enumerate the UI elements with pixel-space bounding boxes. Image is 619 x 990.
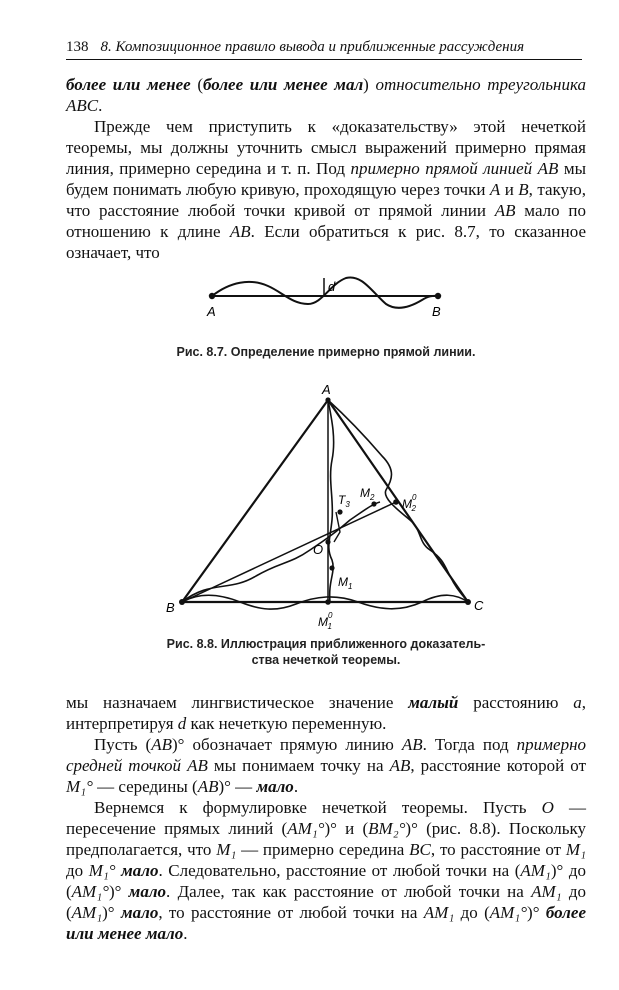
emph: O xyxy=(541,798,554,817)
point-a xyxy=(325,397,330,402)
label-m1-sub: 1 xyxy=(348,582,353,591)
label-m2o-sup: 0 xyxy=(412,493,417,502)
txt: . Если обратиться к рис. 8.7, то сказанное означает, что xyxy=(66,222,587,262)
label-t3-sub: 3 xyxy=(345,500,350,509)
txt: , такую, что расстояние любой точки кривой от прямой линии xyxy=(66,180,586,220)
figure-8-8 xyxy=(160,380,500,630)
label-d: d xyxy=(328,279,336,294)
point-b-dot xyxy=(435,293,441,299)
label-c: C xyxy=(474,598,484,613)
emph: примерно средней точкой AB xyxy=(66,735,586,775)
txt: )° до ( xyxy=(66,861,586,901)
emph: AM₁° xyxy=(489,903,528,922)
emph: BC xyxy=(409,840,431,859)
emph: более или менее xyxy=(66,75,191,94)
emph: AM₁° xyxy=(287,819,325,838)
emph: мало xyxy=(121,861,159,880)
emph: AB xyxy=(401,735,423,754)
label-m1o-sub: 1 xyxy=(327,622,332,630)
label-t3 xyxy=(338,493,350,509)
label-m2-main: M xyxy=(360,486,370,500)
emph: M₁ xyxy=(216,840,237,859)
emph: AB xyxy=(494,201,516,220)
txt: как нечеткую переменную. xyxy=(186,714,387,733)
segment-t3-o xyxy=(334,512,340,542)
emph: a xyxy=(573,693,582,712)
emph: мало xyxy=(120,903,159,922)
emph: AM₁ xyxy=(71,903,103,922)
txt: мы назначаем лингвистическое значение xyxy=(66,693,409,712)
label-m1-main: M xyxy=(338,575,348,589)
header-rule xyxy=(66,59,582,60)
label-o: O xyxy=(313,542,324,557)
txt: . xyxy=(183,924,188,943)
emph: AM₁ xyxy=(531,882,562,901)
txt: . Следовательно, расстояние от любой точки на ( xyxy=(158,861,521,880)
txt: . Тогда под xyxy=(422,735,517,754)
txt: , интерпретируя xyxy=(66,693,586,733)
running-header xyxy=(66,38,584,56)
figure-8-8-caption xyxy=(66,636,586,668)
wavy-curve-am1 xyxy=(328,400,334,602)
emph: AM₁ xyxy=(520,861,551,880)
txt: мало по отношению к длине xyxy=(66,201,586,241)
emph: A xyxy=(489,180,501,199)
txt: Вернемся к формулировке нечеткой теоремы. Пусть xyxy=(94,798,542,817)
txt: до ( xyxy=(66,882,586,922)
txt: — середины ( xyxy=(92,777,198,796)
point-c xyxy=(465,599,471,605)
txt: ) xyxy=(363,75,376,94)
emph: более или менее мал xyxy=(202,75,364,94)
point-o xyxy=(325,539,330,544)
label-m1o xyxy=(318,611,333,630)
label-a: A xyxy=(207,304,216,319)
emph: AB xyxy=(151,735,172,754)
label-m2o-sub: 2 xyxy=(411,504,416,513)
txt: до xyxy=(66,861,89,880)
emph: мало xyxy=(256,777,294,796)
emph: AB xyxy=(197,777,219,796)
emph: ABC xyxy=(66,96,99,115)
paragraph-theorem-proof xyxy=(66,797,586,944)
paragraph-definition xyxy=(66,116,586,263)
emph: d xyxy=(177,714,187,733)
label-m1o-sup: 0 xyxy=(328,611,333,620)
label-m2o-main: M xyxy=(402,497,412,511)
txt: )° — xyxy=(218,777,257,796)
txt: )° (рис. 8.8). Поскольку предполагается, что xyxy=(66,819,586,859)
txt: , то расстояние от любой точки на xyxy=(158,903,424,922)
emph: мало xyxy=(128,882,167,901)
txt: , то расстояние от xyxy=(430,840,566,859)
emph: примерно прямой линией AB xyxy=(350,159,559,178)
txt: и xyxy=(500,180,519,199)
chapter-title: 8. Композиционное правило вывода и приближенные рассуждения xyxy=(100,39,525,55)
txt: мы будем понимать любую кривую, проходящую через точки xyxy=(66,159,587,199)
page-number: 138 xyxy=(66,39,89,55)
txt: . Далее, так как расстояние от любой точки на xyxy=(166,882,532,901)
txt: мы понимаем точку на xyxy=(207,756,390,775)
emph: M₁° xyxy=(66,777,93,796)
point-a-dot xyxy=(209,293,215,299)
txt: )° обозначает прямую линию xyxy=(171,735,402,754)
paragraph-midpoint xyxy=(66,734,586,797)
label-m2o xyxy=(402,493,417,513)
emph: относительно треугольника xyxy=(375,75,586,94)
txt: )° xyxy=(527,903,546,922)
paragraph-linguistic-value xyxy=(66,692,586,734)
point-m1 xyxy=(329,565,334,570)
label-m1o-main: M xyxy=(318,615,328,629)
point-t3 xyxy=(337,509,342,514)
label-a: A xyxy=(322,382,331,397)
text-block-top xyxy=(66,74,586,263)
txt: — пересечение прямых линий ( xyxy=(66,798,587,838)
emph: AB xyxy=(229,222,251,241)
txt: )° и ( xyxy=(324,819,369,838)
txt: )° xyxy=(108,882,129,901)
txt: ( xyxy=(190,75,203,94)
text-block-bottom xyxy=(66,692,586,944)
label-b: B xyxy=(166,600,175,615)
label-m2-sub: 2 xyxy=(370,493,375,502)
caption-line-2: ства нечеткой теоремы. xyxy=(251,653,401,667)
emph: M₁ xyxy=(565,840,586,859)
txt: Пусть ( xyxy=(94,735,152,754)
txt: . xyxy=(98,96,103,115)
txt: Прежде чем приступить к «доказательству» этой нечеткой теоремы, мы должны уточнить смысл выражений примерно прямая линия, примерно середина и т. п. Под xyxy=(66,117,586,178)
emph: B xyxy=(518,180,529,199)
txt: , расстояние которой от xyxy=(410,756,586,775)
wavy-curve xyxy=(212,277,438,307)
caption-line-1: Рис. 8.8. Иллюстрация приближенного доказатель- xyxy=(166,637,486,651)
emph: более или менее мало xyxy=(66,903,586,943)
figure-8-7-caption: Рис. 8.7. Определение примерно прямой линии. xyxy=(176,345,476,359)
label-m2 xyxy=(360,486,375,502)
figure-8-7 xyxy=(190,262,460,324)
point-m1o xyxy=(325,599,331,605)
emph: малый xyxy=(408,693,459,712)
emph: AB xyxy=(389,756,411,775)
point-m2o xyxy=(393,499,399,505)
emph: AM₁° xyxy=(71,882,109,901)
point-b xyxy=(179,599,185,605)
txt: — примерно середина xyxy=(236,840,410,859)
paragraph-continuation xyxy=(66,74,586,116)
label-m1 xyxy=(338,575,352,591)
txt: )° xyxy=(102,903,121,922)
emph: M₁° xyxy=(88,861,116,880)
txt: до ( xyxy=(454,903,490,922)
txt: расстоянию xyxy=(458,693,574,712)
emph: BM₂° xyxy=(368,819,406,838)
emph: AM₁ xyxy=(423,903,455,922)
triangle-abc xyxy=(182,400,468,602)
label-b: B xyxy=(432,304,441,319)
point-m2 xyxy=(371,501,376,506)
label-t3-main: T xyxy=(338,493,346,507)
txt: . xyxy=(293,777,299,796)
